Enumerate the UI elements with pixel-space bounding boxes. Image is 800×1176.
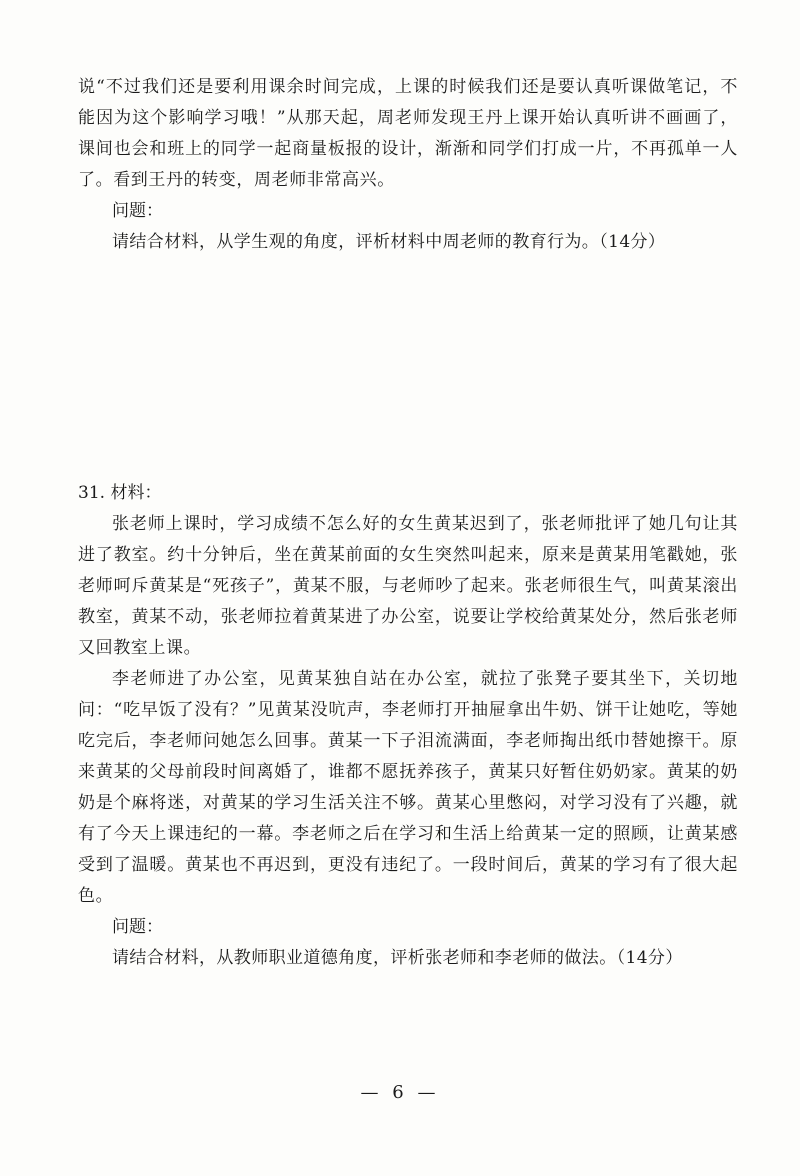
question-label: 问题： [112, 201, 163, 221]
question-text: 请结合材料，从教师职业道德角度，评析张老师和李老师的做法。（14分） [112, 948, 683, 968]
material-paragraph-1: 张老师上课时，学习成绩不怎么好的女生黄某迟到了，张老师批评了她几句让其进了教室。约十分钟后，坐在黄某前面的女生突然叫起来，原来是黄某用笔戳她，张老师呵斥黄某是“死孩子”，黄某不服，与老师吵了起来。张老师很生气，叫黄某滚出教室，黄某不动，张老师拉着黄某进了办公室，说要让学校给黄某处分，然后张老师又回教室上课。 [78, 514, 738, 658]
material-paragraph: 说“不过我们还是要利用课余时间完成，上课的时候我们还是要认真听课做笔记，不能因为这个影响学习哦！”从那天起，周老师发现王丹上课开始认真听讲不画画了，课间也会和班上的同学一起商量板报的设计，渐渐和同学们打成一片，不再孤单一人了。看到王丹的转变，周老师非常高兴。 [78, 77, 738, 190]
question-heading: 31. 材料： [78, 483, 162, 503]
section-30-continuation [78, 72, 738, 258]
section-31 [78, 478, 738, 974]
material-paragraph-2: 李老师进了办公室，见黄某独自站在办公室，就拉了张凳子要其坐下，关切地问：“吃早饭了没有？”见黄某没吭声，李老师打开抽屉拿出牛奶、饼干让她吃，等她吃完后，李老师问她怎么回事。黄某一下子泪流满面，李老师掏出纸巾替她擦干。原来黄某的父母前段时间离婚了，谁都不愿抚养孩子，黄某只好暂住奶奶家。黄某的奶奶是个麻将迷，对黄某的学习生活关注不够。黄某心里憋闷，对学习没有了兴趣，就有了今天上课违纪的一幕。李老师之后在学习和生活上给黄某一定的照顾，让黄某感受到了温暖。黄某也不再迟到，更没有违纪了。一段时间后，黄某的学习有了很大起色。 [78, 669, 738, 906]
question-text: 请结合材料，从学生观的角度，评析材料中周老师的教育行为。（14分） [112, 232, 666, 252]
page-number: — 6 — [360, 1082, 440, 1103]
question-label: 问题： [112, 917, 163, 937]
